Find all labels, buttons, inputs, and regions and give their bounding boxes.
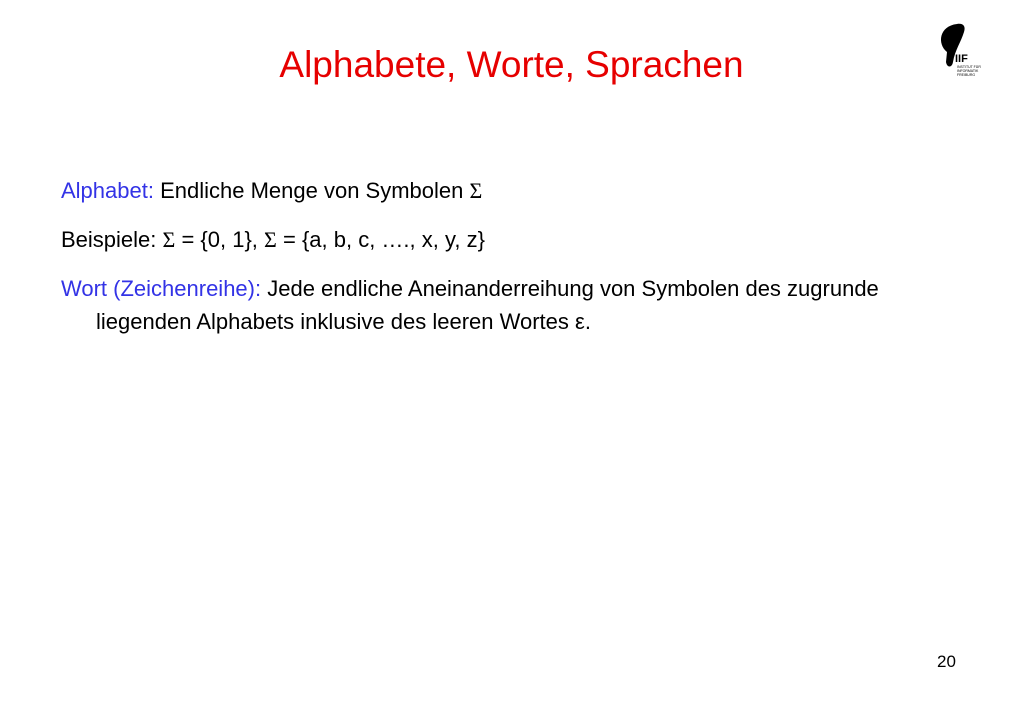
iif-logo <box>933 22 993 78</box>
sigma-symbol-1: Σ <box>162 227 176 252</box>
beispiele-label: Beispiele: <box>61 227 157 252</box>
beispiele-set-2: = {a, b, c, …., x, y, z} <box>282 227 485 252</box>
alphabet-definition-text: Endliche Menge von Symbolen <box>160 178 464 203</box>
logo-line-3: FREIBURG <box>957 73 976 77</box>
sigma-symbol-2: Σ <box>264 227 277 252</box>
beispiele-line <box>61 223 941 256</box>
alphabet-term: Alphabet: <box>61 178 154 203</box>
wort-definition <box>61 272 941 338</box>
logo-line-2: INFORMATIK <box>957 69 979 73</box>
sigma-symbol: Σ <box>469 178 483 203</box>
alphabet-definition <box>61 174 941 207</box>
logo-line-1: INSTITUT FÜR <box>957 65 981 69</box>
logo-main-text: IIF <box>955 53 968 65</box>
beispiele-set-1: = {0, 1}, <box>181 227 258 252</box>
slide-body <box>61 174 941 354</box>
wort-definition-text: Jede endliche Aneinanderreihung von Symbolen des zugrunde liegenden Alphabets inklusive des leeren Wortes ε. <box>96 276 879 334</box>
page-number: 20 <box>937 652 956 671</box>
slide-title: Alphabete, Worte, Sprachen <box>279 44 744 85</box>
wort-term: Wort (Zeichenreihe): <box>61 276 262 301</box>
